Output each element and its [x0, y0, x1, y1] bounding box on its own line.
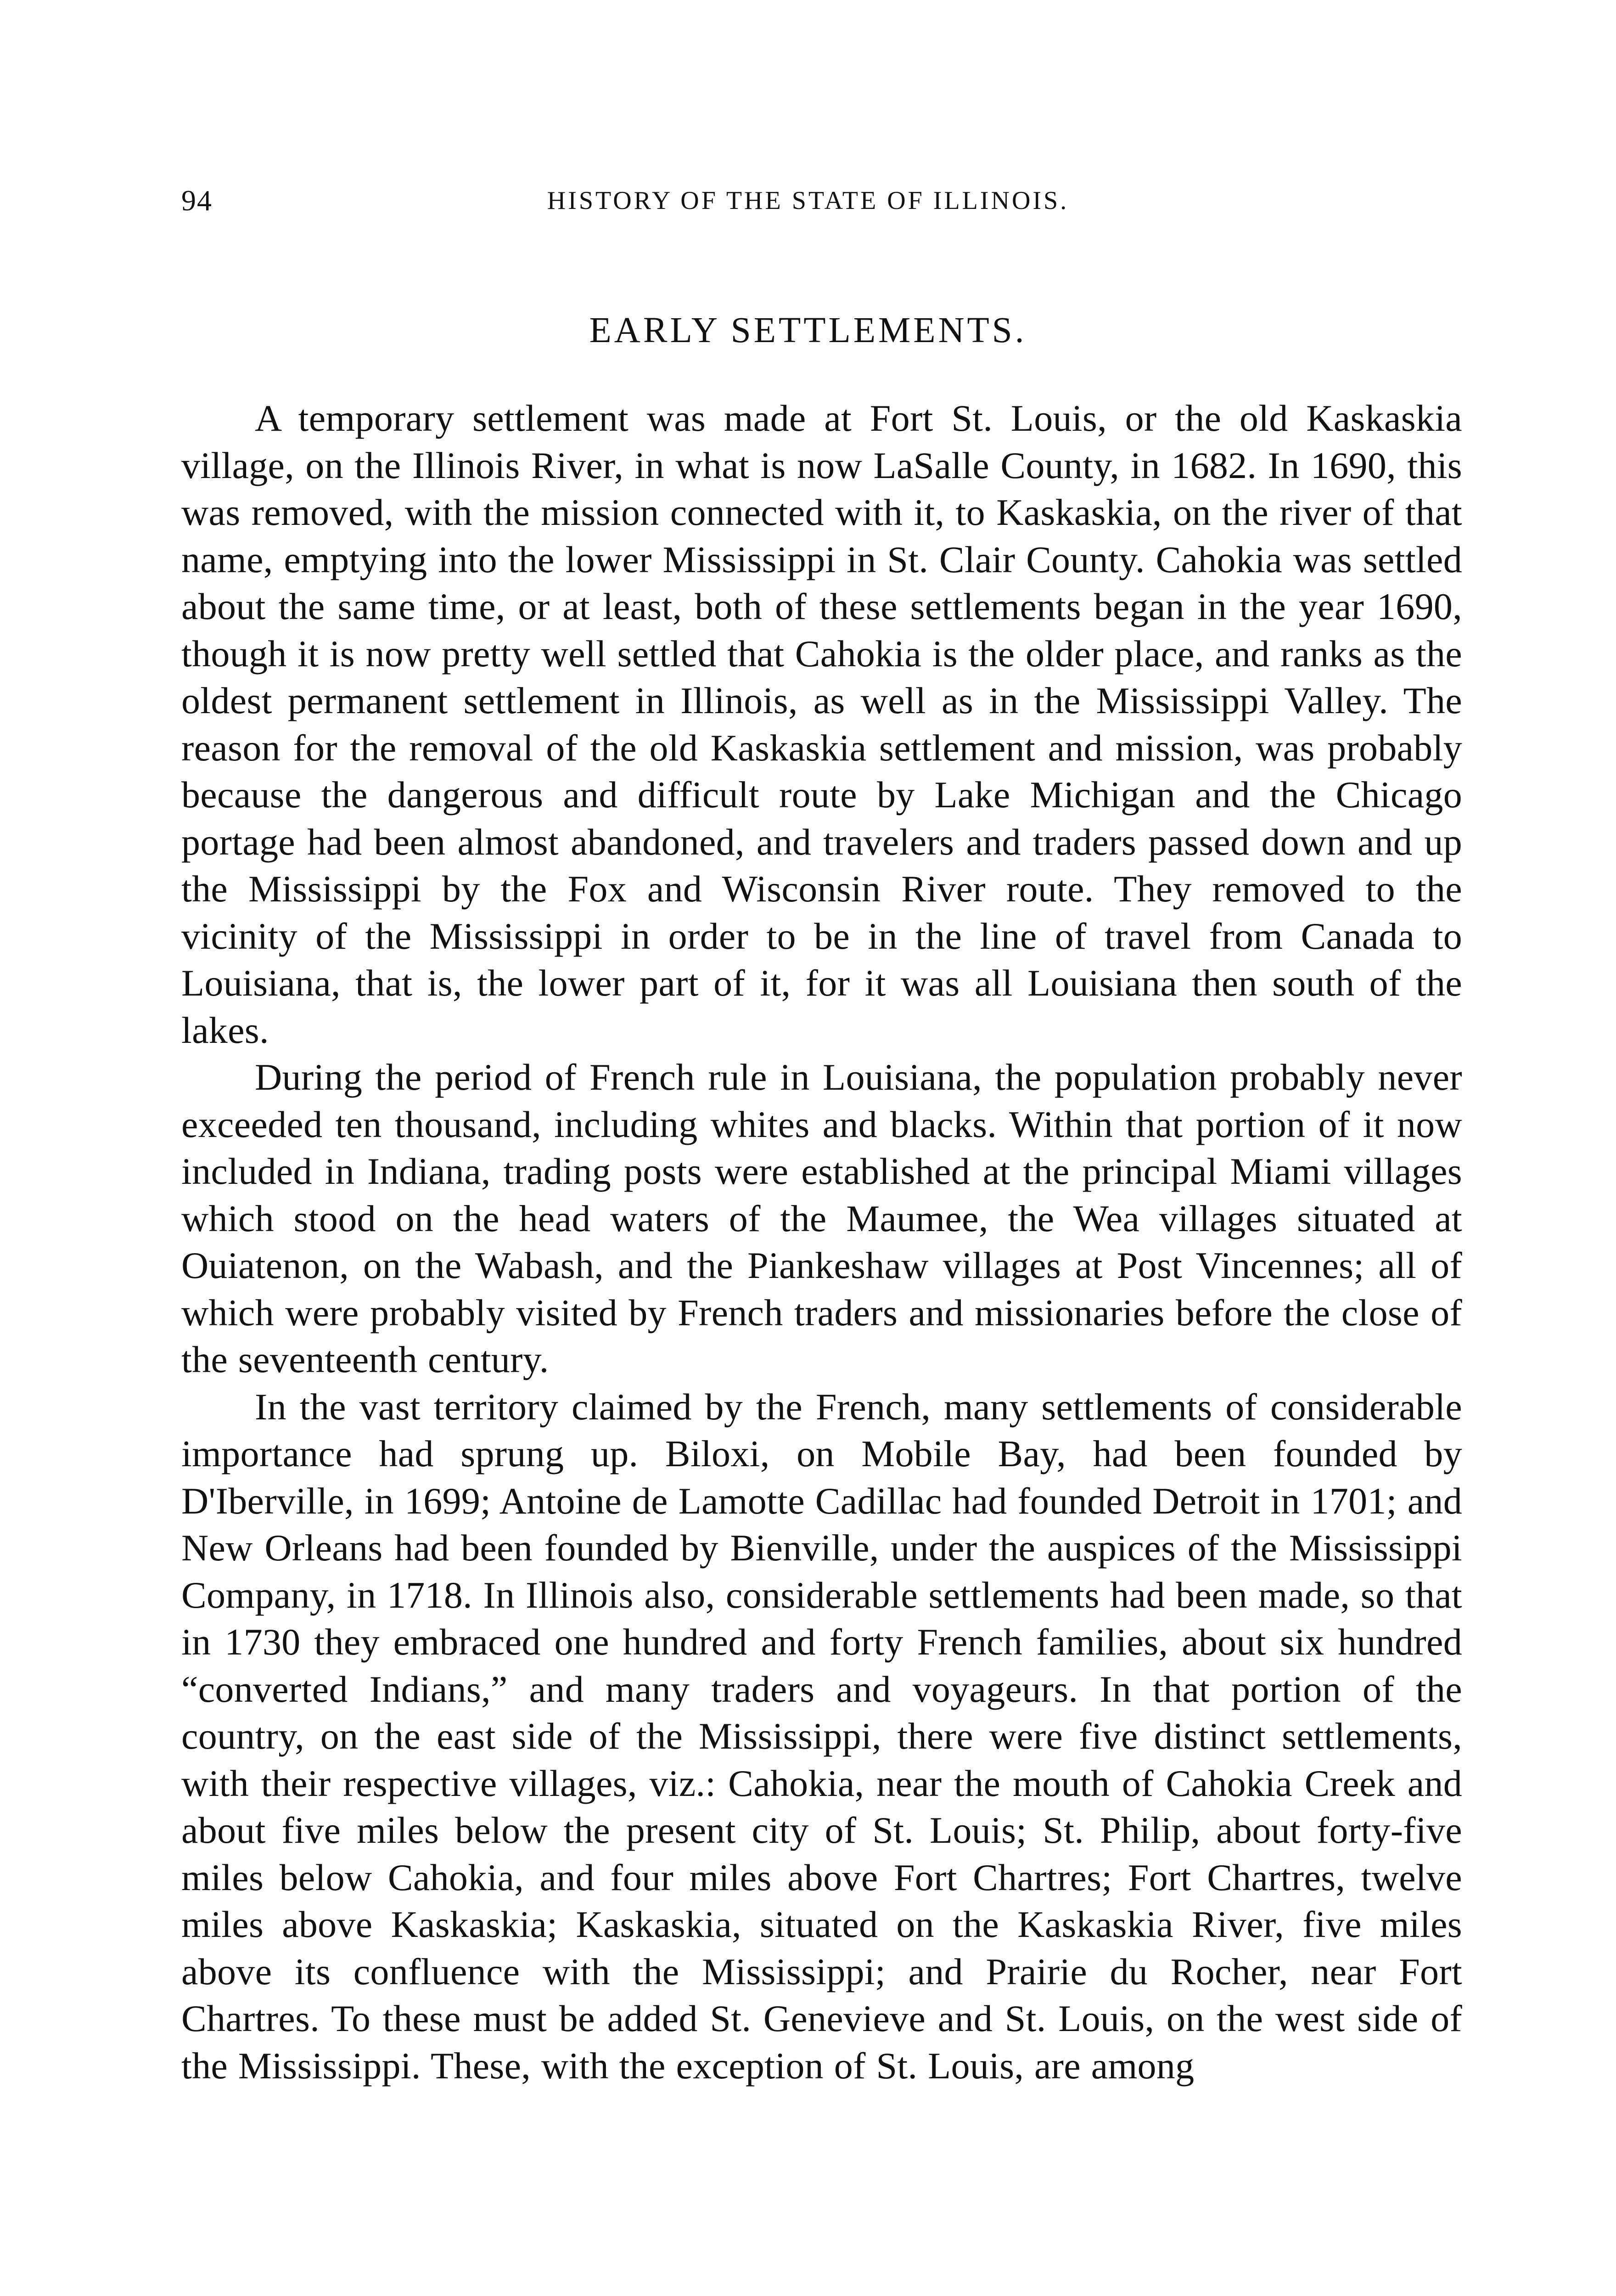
paragraph-settlements: In the vast territory claimed by the French, many settlements of considerable importance had sprung up. Biloxi, on Mobile Bay, had been founded by D'Iberville, in 1699; Antoine de Lamotte Cadillac had founded Detroit in 1701; and New Orleans had been founded by Bienville, under the auspices of the Mississippi Company, in 1718. In Illinois also, considerable settlements had been made, so that in 1730 they embraced one hundred and forty French families, about six hundred “converted Indians,” and many traders and voyageurs. In that portion of the country, on the east side of the Mississippi, there were five distinct settlements, with their respective villages, viz.: Cahokia, near the mouth of Cahokia Creek and about five miles below the present city of St. Louis; St. Philip, about forty-five miles below Cahokia, and four miles above Fort Chartres; Fort Chartres, twelve miles above Kaskaskia; Kaskaskia, situated on the Kaskaskia River, five miles above its confluence with the Mississippi; and Prairie du Rocher, near Fort Chartres. To these must be added St. Genevieve and St. Louis, on the west side of the Mississippi. These, with the exception of St. Louis, are among — [181, 1385, 1462, 2087]
section-title: EARLY SETTLEMENTS. — [589, 310, 1027, 350]
running-head — [181, 180, 1435, 221]
body-text — [181, 395, 1462, 2089]
running-title: HISTORY OF THE STATE OF ILLINOIS. — [547, 186, 1069, 215]
page-number: 94 — [181, 184, 213, 217]
paragraph-early-kaskaskia: A temporary settlement was made at Fort St. Louis, or the old Kaskaskia village, on the Illinois River, in what is now LaSalle County, in 1682. In 1690, this was removed, with the mission connected with it, to Kaskaskia, on the river of that name, emptying into the lower Mississippi in St. Clair County. Cahokia was settled about the same time, or at least, both of these settlements began in the year 1690, though it is now pretty well settled that Cahokia is the older place, and ranks as the oldest permanent settlement in Illinois, as well as in the Mississippi Valley. The reason for the removal of the old Kaskaskia settlement and mission, was probably because the dangerous and difficult route by Lake Michigan and the Chicago portage had been almost abandoned, and travelers and traders passed down and up the Mississippi by the Fox and Wisconsin River route. They removed to the vicinity of the Mississippi in order to be in the line of travel from Canada to Louisiana, that is, the lower part of it, for it was all Louisiana then south of the lakes. — [181, 397, 1462, 1051]
paragraph-french-rule: During the period of French rule in Louisiana, the population probably never exceeded ten thousand, including whites and blacks. Within that portion of it now included in Indiana, trading posts were established at the principal Miami villages which stood on the head waters of the Maumee, the Wea villages situated at Ouiatenon, on the Wabash, and the Piankeshaw villages at Post Vincennes; all of which were probably visited by French traders and missionaries before the close of the seventeenth century. — [181, 1056, 1462, 1380]
